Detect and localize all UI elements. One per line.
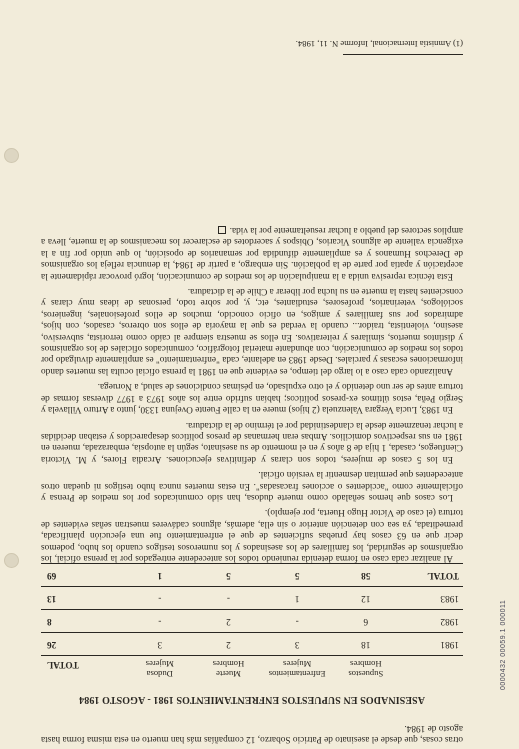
header-col4: Dudosa Mujeres	[145, 659, 174, 679]
table-row: 1982 6 - 2 - 8	[41, 609, 463, 632]
paragraph: En 1983, Lucía Vergara Valenzuela (2 hijos) muere en la calle Fuente Ovejuna 1330, junto a Arturo Villavela y Sergio Peña, estos últimos ex-presos políticos; habían sufrido entre los años 1973 a 1977 diversas formas de tortura antes de ser uno detenido y el otro expulsado, en pésimas condiciones de salud, a Noruega.	[41, 381, 463, 415]
paragraph: Al analizar cada caso en forma detenida reuniendo todos los antecedente entregados por la prensa oficial, los organismos de seguridad, los familiares de los asesinados y los numerosos testigos cuando los hubo, podemos decir que en 63 casos hay pruebas suficientes de que el enfrentamiento fue una ejecución planificada, premeditada, ya sea con detención anterior o sin ella, además, algunos cadáveres muestran señas evidentes de tortura (el caso de Víctor Hugo Huerta, por ejemplo).	[41, 507, 463, 563]
paragraph: Esta técnica represiva unida a la manipulación de los medios de comunicación, logró provocar rápidamente la aceptación y apatía por parte de la población. Sin embargo, a partir de 1984, la denuncia refleja los organismos de Derechos Humanos y es ampliamente difundida por semanarios de oposición, lo que unido por fin a la exigencia valiente de algunos Vicarios, Obispos y sacerdotes de esclarecer los mecanismos de la muerte, lleva a amplios sectores del pueblo a luchar resueltamente por la vida.	[41, 225, 463, 281]
paragraph: Los casos que hemos señalado como muerte dudosa, han sido comunicados por los medios de Prensa y oficialmente como "accidentes o acciones fracasadas". En estas muertes nunca hubo testigos ni quedan otros antecedentes que permitan desmentir la versión oficial.	[41, 469, 463, 502]
binder-hole	[4, 553, 19, 568]
footnote-divider	[343, 54, 463, 55]
paragraph: En los 5 casos de mujeres, todos son claras y definitivas ejecuciones. Arcadia Flores, y M. Victoria Cienfuegos, casada, 1 hija de 8 años y en el momento de su asesinato, según la autopsia, embarazada, mueren en 1981 en sus respectivos domicilios. Ambas eran hermanas de presos políticos desaparecidos y estaban decididas a luchar tenazmente desde la clandestinidad por el término de la dictadura.	[41, 419, 463, 464]
intro-text: otras cosas, que desde el asesinato de Patricio Sobarzo, 12 compañías más han muerto en esta misma forma hasta agosto de 1984.	[41, 722, 463, 744]
table-heading: ASESINADOS EN SUPUESTOS ENFRENTAMIENTOS 1981 - AGOSTO 1984	[79, 694, 425, 705]
paragraph: Analizando cada caso a lo largo del tiempo, es evidente que en 1981 la prensa oficial oculta las muertes dando informaciones escasas y parciales. Desde 1983 en adelante, cada "enfrentamiento" es ampliamente divulgado por todos los medios de comunicación, con abundante material fotográfico, comunicados oficiales de los organismos y distintos muertos, similares y reiterativos. En ellos se muestra siempre al caído como terrorista, subversivo, asesino, violentista, traidor... cuando la verdad es que la mayoría de ellos son obreros, casados, con hijos, admirados por sus familiares y amigos, en oficio conocido, muchos de ellos profesionales, ingenieros, sociólogos, veterinarios, profesores, estudiantes, etc, y, por sobre todo, personas de ideas muy claras y conscientes hasta la muerte en su lucha por liberar a Chile de la dictadura.	[41, 286, 463, 376]
table-header-row	[41, 655, 463, 689]
body-text	[41, 220, 463, 563]
header-col2: Enfrentamientos Mujeres	[268, 659, 326, 679]
table-total-row: TOTAL 58 5 5 1 69	[41, 563, 463, 586]
table-row: 1983 12 1 - - 13	[41, 586, 463, 609]
header-col3: Muerte Hombres	[212, 659, 245, 679]
statistics-table	[41, 563, 463, 689]
header-col1: Supuestos Hombres	[348, 659, 384, 679]
header-total: TOTAL	[46, 659, 79, 669]
footnote: (1) Amnistía Internacional, Informe N. 11, 1984.	[295, 39, 463, 49]
archive-stamp: 0000432 00059.1 000011	[500, 599, 507, 690]
binder-hole	[4, 148, 19, 163]
table-row: 1981 18 3 2 3 26	[41, 632, 463, 655]
checkbox-icon	[218, 226, 226, 234]
